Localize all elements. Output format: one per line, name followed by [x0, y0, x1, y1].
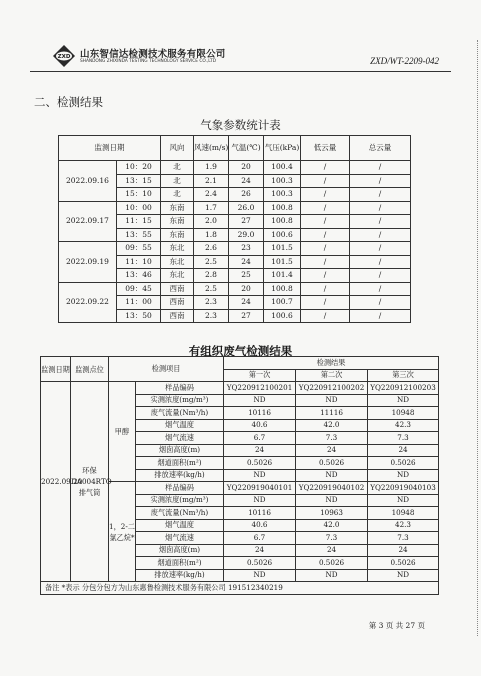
emission-table [40, 356, 439, 595]
run-3-cell: 42.3 [368, 519, 439, 532]
item-cell: 烟道面积(m²) [136, 457, 224, 470]
pressure-cell: 100.8 [264, 201, 301, 215]
run-3-cell: ND [368, 394, 439, 407]
wind-speed-cell: 2.0 [194, 215, 229, 229]
run-3-cell: 42.3 [368, 419, 439, 432]
run-1-cell: ND [224, 569, 296, 582]
run-2-cell: 42.0 [296, 419, 368, 432]
wind-speed-cell: 2.8 [194, 269, 229, 283]
temp-cell: 24 [229, 174, 264, 188]
total-cloud-cell: / [350, 309, 411, 323]
col-header-results: 检测结果 [224, 357, 439, 370]
col-header-wind-dir: 风向 [161, 136, 194, 161]
wind-dir-cell: 东北 [161, 255, 194, 269]
emission-header-row-1 [41, 357, 439, 370]
col-header-date: 监测日期 [59, 136, 161, 161]
col-header-low-cloud: 低云量 [301, 136, 350, 161]
pollutant-cell: 1，2-二氯乙烷* [109, 482, 136, 582]
company-name-cn: 山东智信达检测技术服务有限公司 [80, 49, 226, 60]
total-cloud-cell: / [350, 282, 411, 296]
time-cell: 09：45 [117, 282, 161, 296]
item-cell: 实测浓度(mg/m³) [136, 494, 224, 507]
wind-dir-cell: 北 [161, 161, 194, 175]
total-cloud-cell: / [350, 242, 411, 256]
run-3-cell: 7.3 [368, 432, 439, 445]
low-cloud-cell: / [301, 215, 350, 229]
run-3-cell: YQ220919040103 [368, 482, 439, 495]
time-cell: 13：55 [117, 228, 161, 242]
run-2-cell: ND [296, 494, 368, 507]
col-header-temp: 气温(℃) [229, 136, 264, 161]
pressure-cell: 100.6 [264, 309, 301, 323]
run-2-cell: 10963 [296, 507, 368, 520]
low-cloud-cell: / [301, 296, 350, 310]
run-1-cell: 24 [224, 544, 296, 557]
met-header-row [59, 136, 411, 161]
low-cloud-cell: / [301, 255, 350, 269]
total-cloud-cell: / [350, 269, 411, 283]
date-cell: 2022.09.16 [59, 161, 117, 202]
time-cell: 11：10 [117, 255, 161, 269]
run-1-cell: 40.6 [224, 419, 296, 432]
low-cloud-cell: / [301, 309, 350, 323]
table-row [59, 242, 411, 256]
temp-cell: 24 [229, 296, 264, 310]
low-cloud-cell: / [301, 282, 350, 296]
run-1-cell: 24 [224, 444, 296, 457]
run-2-cell: ND [296, 394, 368, 407]
wind-speed-cell: 1.9 [194, 161, 229, 175]
col-header-run-3: 第三次 [368, 369, 439, 382]
run-3-cell: 0.5026 [368, 457, 439, 470]
run-1-cell: ND [224, 394, 296, 407]
pollutant-cell: 甲醇 [109, 382, 136, 482]
wind-dir-cell: 东南 [161, 228, 194, 242]
page-number: 第 3 页 共 27 页 [368, 621, 425, 630]
wind-dir-cell: 东南 [161, 201, 194, 215]
low-cloud-cell: / [301, 174, 350, 188]
col-header-run-1: 第一次 [224, 369, 296, 382]
run-1-cell: 10116 [224, 407, 296, 420]
col-header-date: 监测日期 [41, 357, 71, 382]
total-cloud-cell: / [350, 215, 411, 229]
low-cloud-cell: / [301, 228, 350, 242]
logo-text: ZXD [57, 54, 71, 61]
run-1-cell: 0.5026 [224, 557, 296, 570]
run-3-cell: 10948 [368, 507, 439, 520]
run-1-cell: YQ220919040101 [224, 482, 296, 495]
wind-dir-cell: 西南 [161, 282, 194, 296]
total-cloud-cell: / [350, 188, 411, 202]
time-cell: 13：50 [117, 309, 161, 323]
run-1-cell: YQ220912100201 [224, 382, 296, 395]
total-cloud-cell: / [350, 174, 411, 188]
run-2-cell: 24 [296, 444, 368, 457]
item-cell: 烟气流速 [136, 432, 224, 445]
date-cell: 2022.09.22 [59, 282, 117, 323]
table-row [59, 201, 411, 215]
item-cell: 实测浓度(mg/m³) [136, 394, 224, 407]
run-1-cell: ND [224, 469, 296, 482]
run-3-cell: 24 [368, 444, 439, 457]
date-cell: 2022.09.17 [59, 201, 117, 242]
item-cell: 排放速率(kg/h) [136, 569, 224, 582]
run-3-cell: ND [368, 494, 439, 507]
wind-dir-cell: 西南 [161, 296, 194, 310]
item-cell: 废气流量(Nm³/h) [136, 507, 224, 520]
table-row [59, 161, 411, 175]
time-cell: 13：46 [117, 269, 161, 283]
point-cell: 环保DA004RTO排气筒 [71, 382, 109, 582]
run-1-cell: 10116 [224, 507, 296, 520]
time-cell: 13：15 [117, 174, 161, 188]
total-cloud-cell: / [350, 255, 411, 269]
run-2-cell: ND [296, 469, 368, 482]
temp-cell: 29.0 [229, 228, 264, 242]
run-2-cell: 7.3 [296, 432, 368, 445]
item-cell: 烟道面积(m²) [136, 557, 224, 570]
run-2-cell: 0.5026 [296, 457, 368, 470]
wind-dir-cell: 北 [161, 188, 194, 202]
run-3-cell: 7.3 [368, 532, 439, 545]
wind-speed-cell: 1.7 [194, 201, 229, 215]
total-cloud-cell: / [350, 201, 411, 215]
item-cell: 排放速率(kg/h) [136, 469, 224, 482]
run-2-cell: 7.3 [296, 532, 368, 545]
col-header-total-cloud: 总云量 [350, 136, 411, 161]
pressure-cell: 100.6 [264, 228, 301, 242]
wind-dir-cell: 东南 [161, 215, 194, 229]
item-cell: 样品编码 [136, 482, 224, 495]
run-3-cell: ND [368, 569, 439, 582]
meteorological-table [58, 135, 411, 323]
time-cell: 09：55 [117, 242, 161, 256]
pressure-cell: 100.8 [264, 215, 301, 229]
low-cloud-cell: / [301, 188, 350, 202]
run-1-cell: ND [224, 494, 296, 507]
run-3-cell: ND [368, 469, 439, 482]
header-divider [30, 71, 451, 72]
low-cloud-cell: / [301, 269, 350, 283]
binding-line [477, 40, 478, 636]
wind-dir-cell: 东北 [161, 242, 194, 256]
met-table-title: 气象参数统计表 [200, 118, 281, 132]
time-cell: 10：00 [117, 201, 161, 215]
col-header-item: 检测项目 [109, 357, 224, 382]
pressure-cell: 101.5 [264, 255, 301, 269]
wind-dir-cell: 北 [161, 174, 194, 188]
item-cell: 烟气温度 [136, 519, 224, 532]
report-number: ZXD/WT-2209-042 [370, 56, 439, 66]
item-cell: 样品编码 [136, 382, 224, 395]
temp-cell: 20 [229, 282, 264, 296]
pressure-cell: 100.8 [264, 282, 301, 296]
wind-speed-cell: 2.6 [194, 242, 229, 256]
table-row [41, 382, 439, 395]
total-cloud-cell: / [350, 228, 411, 242]
item-cell: 烟囱高度(m) [136, 544, 224, 557]
temp-cell: 26.0 [229, 201, 264, 215]
pressure-cell: 101.4 [264, 269, 301, 283]
temp-cell: 24 [229, 255, 264, 269]
time-cell: 11：00 [117, 296, 161, 310]
time-cell: 11：15 [117, 215, 161, 229]
low-cloud-cell: / [301, 201, 350, 215]
item-cell: 烟气温度 [136, 419, 224, 432]
run-3-cell: 24 [368, 544, 439, 557]
note: 备注 *表示 分包分包方为山东惠鲁检测技术服务有限公司 191512340219 [41, 582, 439, 595]
temp-cell: 27 [229, 309, 264, 323]
pressure-cell: 100.3 [264, 174, 301, 188]
pressure-cell: 101.5 [264, 242, 301, 256]
company-name-en: SHANDONG ZHIXINDA TESTING TECHNOLOGY SERVICE CO.,LTD [80, 59, 217, 64]
temp-cell: 23 [229, 242, 264, 256]
section-title: 二、检测结果 [34, 95, 103, 109]
run-1-cell: 6.7 [224, 532, 296, 545]
wind-speed-cell: 2.5 [194, 282, 229, 296]
wind-speed-cell: 2.3 [194, 296, 229, 310]
temp-cell: 20 [229, 161, 264, 175]
run-1-cell: 0.5026 [224, 457, 296, 470]
pressure-cell: 100.3 [264, 188, 301, 202]
run-2-cell: YQ220919040102 [296, 482, 368, 495]
run-3-cell: 10948 [368, 407, 439, 420]
temp-cell: 26 [229, 188, 264, 202]
col-header-pressure: 气压(kPa) [264, 136, 301, 161]
item-cell: 烟囱高度(m) [136, 444, 224, 457]
run-2-cell: YQ220912100202 [296, 382, 368, 395]
run-2-cell: 42.0 [296, 519, 368, 532]
company-logo [52, 44, 76, 68]
wind-speed-cell: 2.5 [194, 255, 229, 269]
wind-speed-cell: 2.1 [194, 174, 229, 188]
temp-cell: 25 [229, 269, 264, 283]
low-cloud-cell: / [301, 161, 350, 175]
wind-speed-cell: 1.8 [194, 228, 229, 242]
run-2-cell: 24 [296, 544, 368, 557]
emission-table-title: 有组织废气检测结果 [188, 344, 293, 358]
date-cell: 2022.09.19 [59, 242, 117, 283]
run-3-cell: 0.5026 [368, 557, 439, 570]
time-cell: 15：10 [117, 188, 161, 202]
temp-cell: 27 [229, 215, 264, 229]
date-cell: 2022.09.20 [41, 382, 71, 582]
low-cloud-cell: / [301, 242, 350, 256]
run-2-cell: 0.5026 [296, 557, 368, 570]
pressure-cell: 100.4 [264, 161, 301, 175]
run-2-cell: ND [296, 569, 368, 582]
item-cell: 烟气流速 [136, 532, 224, 545]
run-1-cell: 6.7 [224, 432, 296, 445]
col-header-wind-speed: 风速(m/s) [194, 136, 229, 161]
time-cell: 10：20 [117, 161, 161, 175]
note-row [41, 582, 439, 595]
item-cell: 废气流量(Nm³/h) [136, 407, 224, 420]
run-1-cell: 40.6 [224, 519, 296, 532]
col-header-run-2: 第二次 [296, 369, 368, 382]
wind-speed-cell: 2.3 [194, 309, 229, 323]
run-3-cell: YQ220912100203 [368, 382, 439, 395]
total-cloud-cell: / [350, 296, 411, 310]
pressure-cell: 100.7 [264, 296, 301, 310]
table-row [59, 282, 411, 296]
wind-dir-cell: 西南 [161, 309, 194, 323]
wind-speed-cell: 2.4 [194, 188, 229, 202]
wind-dir-cell: 东北 [161, 269, 194, 283]
col-header-point: 监测点位 [71, 357, 109, 382]
total-cloud-cell: / [350, 161, 411, 175]
run-2-cell: 11116 [296, 407, 368, 420]
